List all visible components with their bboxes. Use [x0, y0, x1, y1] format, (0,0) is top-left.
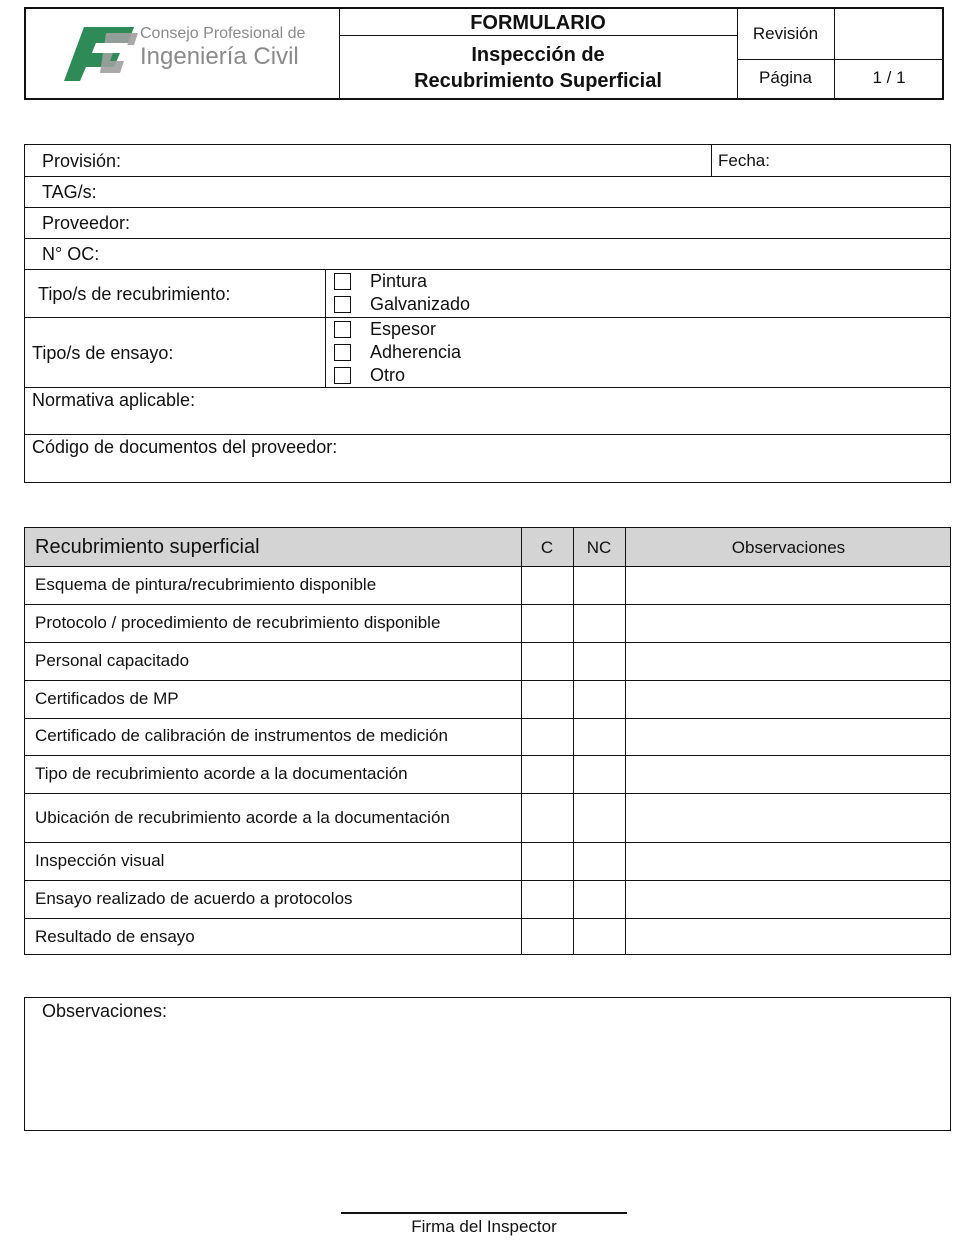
po-number-label: N° OC: — [42, 244, 100, 264]
col-c-header: C — [540, 538, 554, 557]
observations-label: Observaciones: — [42, 1001, 168, 1021]
date-label: Fecha: — [718, 151, 770, 170]
checklist-item: Certificado de calibración de instrumentos de medición — [35, 726, 448, 745]
col-observations-header: Observaciones — [731, 538, 846, 557]
cpic-logo-icon — [62, 25, 142, 81]
info-table — [24, 144, 951, 483]
checklist-item: Resultado de ensayo — [35, 927, 195, 946]
logo — [62, 23, 332, 93]
checklist-item: Inspección visual — [35, 851, 165, 870]
checklist-item: Personal capacitado — [35, 651, 190, 670]
page-label: Página — [759, 68, 812, 87]
option-pintura: Pintura — [370, 271, 428, 291]
form-title-line2: Recubrimiento Superficial — [414, 70, 662, 92]
tags-label: TAG/s: — [42, 182, 97, 202]
option-otro: Otro — [370, 365, 406, 385]
option-galvanizado: Galvanizado — [370, 294, 471, 314]
checkbox-espesor[interactable] — [334, 321, 351, 338]
checkbox-galvanizado[interactable] — [334, 296, 351, 313]
supplier-label: Proveedor: — [42, 213, 131, 233]
option-adherencia: Adherencia — [370, 342, 462, 362]
checkbox-adherencia[interactable] — [334, 344, 351, 361]
checklist-item: Protocolo / procedimiento de recubrimiento disponible — [35, 613, 441, 632]
standard-label: Normativa aplicable: — [32, 390, 196, 410]
revision-label: Revisión — [752, 24, 819, 43]
coating-type-label: Tipo/s de recubrimiento: — [38, 284, 231, 304]
form-type: FORMULARIO — [470, 12, 606, 34]
checklist-table — [24, 527, 951, 955]
observations-box[interactable] — [24, 997, 951, 1131]
form-title-line1: Inspección de — [471, 44, 605, 66]
form-header — [24, 7, 944, 100]
option-espesor: Espesor — [370, 319, 437, 339]
signature-line[interactable] — [341, 1212, 627, 1214]
checklist-item: Esquema de pintura/recubrimiento disponible — [35, 575, 377, 594]
page-number: 1 / 1 — [872, 68, 906, 87]
checklist-item: Ubicación de recubrimiento acorde a la documentación — [35, 808, 450, 827]
logo-text-top: Consejo Profesional de — [140, 25, 306, 42]
checkbox-pintura[interactable] — [334, 273, 351, 290]
provision-label: Provisión: — [42, 151, 122, 171]
logo-text-bottom: Ingeniería Civil — [140, 43, 299, 70]
checkbox-otro[interactable] — [334, 367, 351, 384]
checklist-title: Recubrimiento superficial — [35, 536, 260, 558]
col-nc-header: NC — [586, 538, 612, 557]
test-type-label: Tipo/s de ensayo: — [32, 343, 174, 363]
supplier-docs-label: Código de documentos del proveedor: — [32, 437, 338, 457]
checklist-item: Ensayo realizado de acuerdo a protocolos — [35, 889, 353, 908]
checklist-item: Certificados de MP — [35, 689, 179, 708]
checklist-item: Tipo de recubrimiento acorde a la documentación — [35, 764, 408, 783]
signature-label: Firma del Inspector — [411, 1217, 557, 1236]
